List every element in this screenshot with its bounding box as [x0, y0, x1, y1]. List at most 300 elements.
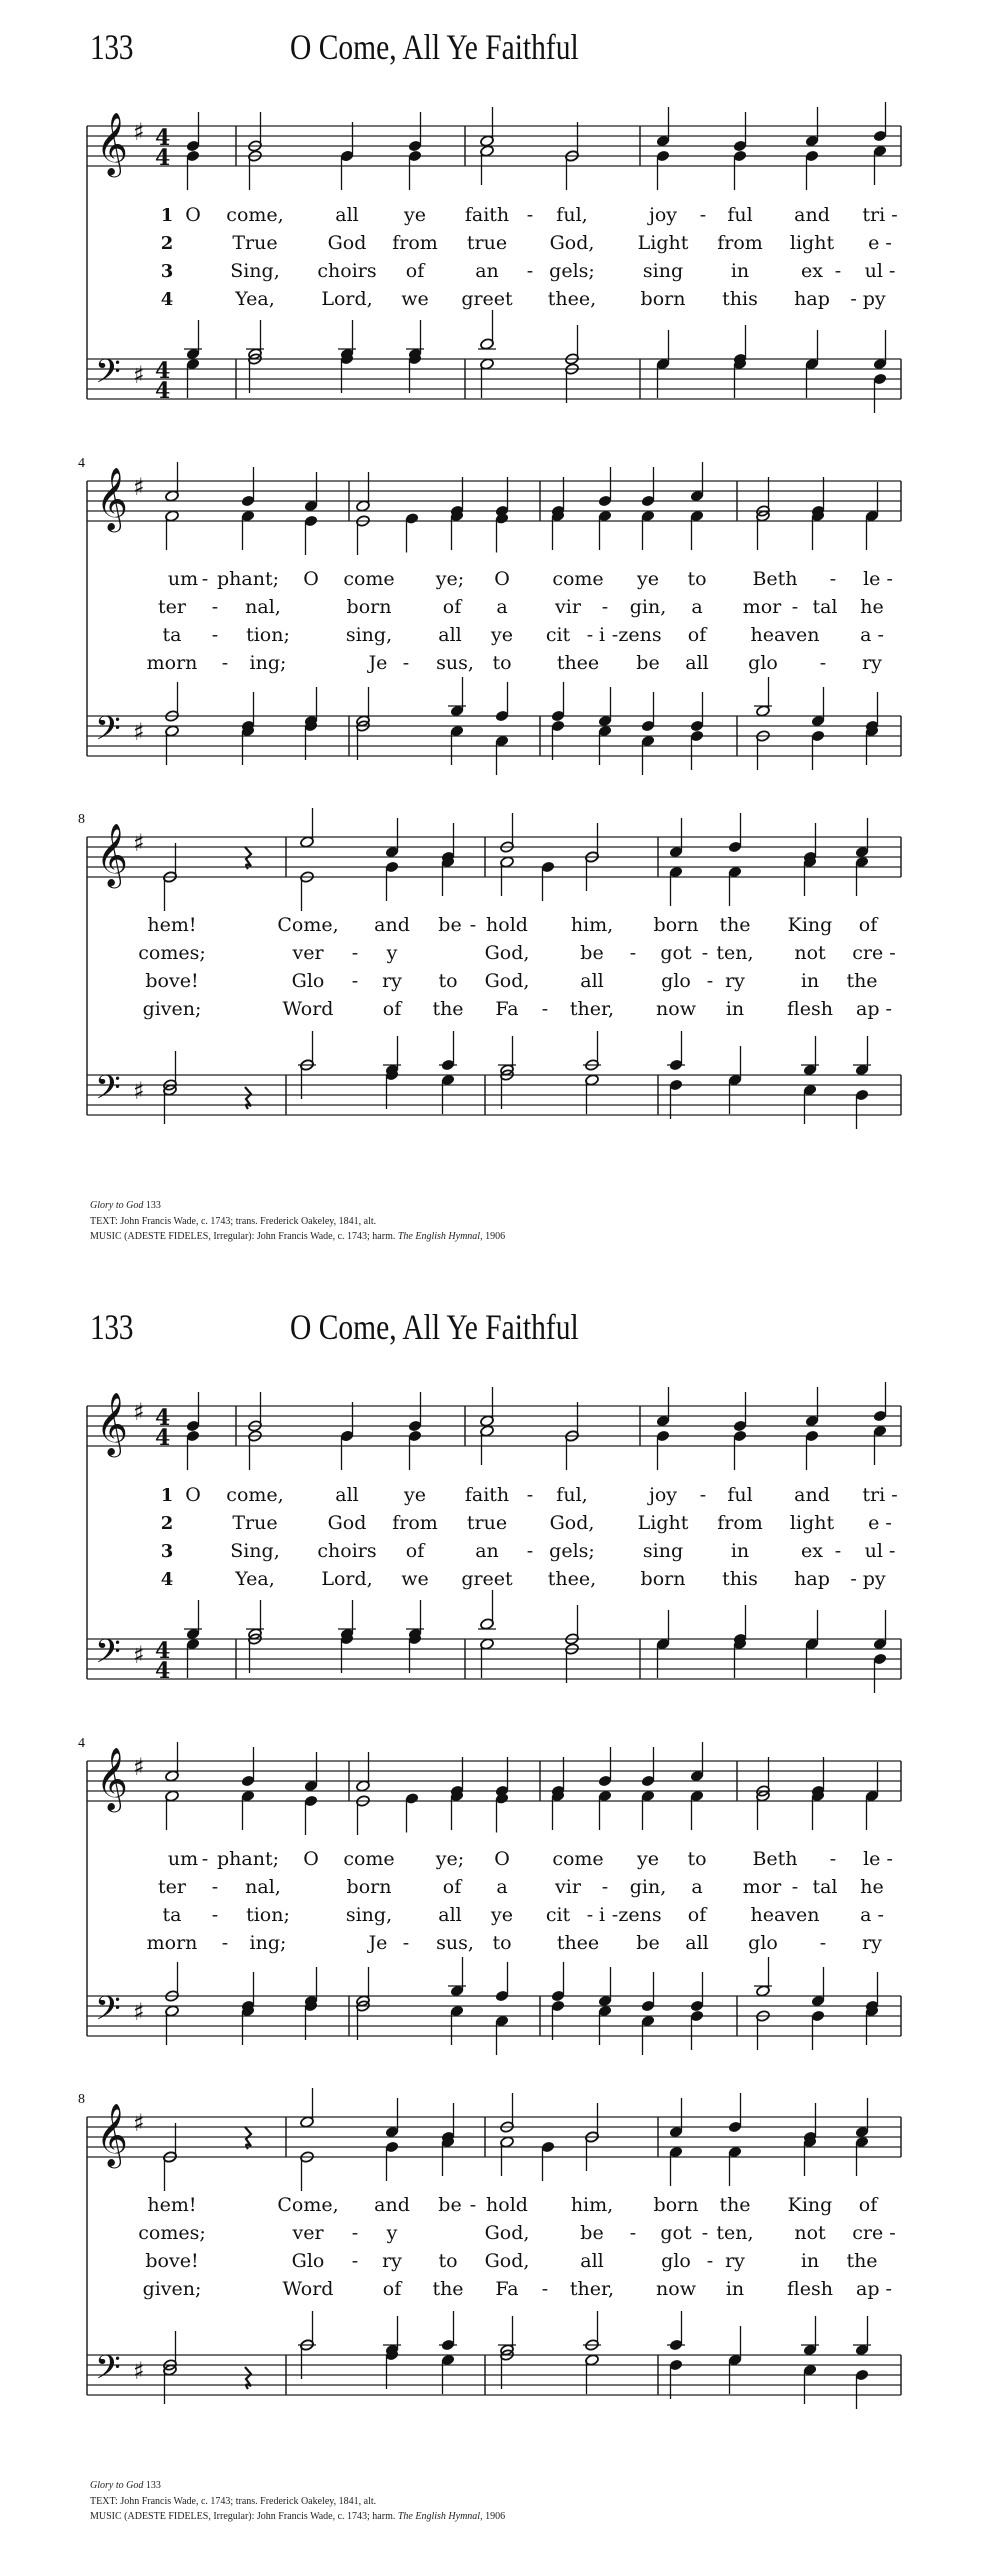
treble-clef-icon: 𝄞 [96, 1392, 128, 1455]
lyric-syllable: given; [142, 998, 202, 1020]
lyric-syllable: um [167, 568, 199, 590]
lyric-syllable: him, [570, 2194, 614, 2216]
lyric-syllable: tion; [246, 624, 290, 646]
lyric-syllable: all [438, 624, 462, 646]
lyric-syllable: ful [727, 1484, 753, 1506]
lyric-syllable: the [719, 914, 751, 936]
lyric-syllable: hap [794, 1568, 830, 1590]
lyric-syllable: Light [637, 232, 689, 254]
lyric-syllable: cre - [852, 2222, 896, 2244]
bass-clef-icon: 𝄢 [95, 353, 121, 399]
lyric-syllable: ry [862, 652, 882, 674]
lyric-syllable: - [541, 2278, 549, 2300]
music-credit-source: The English Hymnal, [397, 2511, 483, 2522]
sharp-icon: ♯ [133, 2357, 145, 2385]
measure-number: 8 [78, 2092, 85, 2107]
lyric-syllable: of [382, 2278, 402, 2300]
lyric-syllable: hold [486, 914, 528, 936]
lyric-syllable: - [211, 596, 219, 618]
verse-number: 3 [160, 1541, 174, 1562]
lyric-syllable: - [221, 1932, 229, 1954]
lyric-syllable: God, [484, 2250, 530, 2272]
lyric-syllable: to [687, 568, 707, 590]
lyric-syllable: O [303, 568, 319, 590]
lyric-syllable: to [492, 1932, 512, 1954]
hymn-number: 133 [90, 1307, 134, 1347]
lyric-syllable: in [800, 2250, 820, 2272]
bass-clef-icon: 𝄢 [95, 1990, 121, 2036]
lyric-syllable: ry [382, 2250, 402, 2272]
lyric-syllable: ye; [435, 568, 465, 590]
lyric-syllable: vir [555, 1876, 581, 1898]
lyric-syllable: Fa [495, 2278, 519, 2300]
lyric-syllable: sing [642, 1540, 684, 1562]
lyric-syllable: all [580, 970, 604, 992]
lyric-syllable: ex [801, 260, 823, 282]
lyric-syllable: O [494, 568, 510, 590]
lyric-syllable: we [401, 1568, 429, 1590]
system-1 [87, 102, 901, 413]
lyric-syllable: thee [556, 652, 600, 674]
lyric-syllable: ver [292, 942, 324, 964]
lyric-syllable: - [819, 1932, 827, 1954]
credits-footer [90, 2478, 505, 2525]
lyric-syllable: morn [146, 652, 198, 674]
lyric-syllable: come [343, 568, 395, 590]
music-credit [90, 1229, 505, 1245]
lyric-syllable: got [660, 942, 692, 964]
text-credit: TEXT: John Francis Wade, c. 1743; trans. Frederick Oakeley, 1841, alt. [90, 2495, 377, 2507]
lyric-syllable: the [846, 970, 878, 992]
lyric-syllable: ap - [856, 2278, 892, 2300]
sharp-icon: ♯ [133, 1753, 145, 1781]
lyric-syllable: ing; [249, 652, 287, 674]
lyric-syllable: Yea, [235, 1568, 275, 1590]
lyric-syllable: cre - [852, 942, 896, 964]
lyric-syllable: mor [742, 1876, 782, 1898]
lyric-syllable: - [611, 1904, 619, 1926]
lyric-syllable: thee, [547, 1568, 597, 1590]
lyric-syllable: - [611, 624, 619, 646]
lyric-syllable: come, [226, 204, 284, 226]
lyric-syllable: all [438, 1904, 462, 1926]
lyric-syllable: gin, [629, 1876, 667, 1898]
lyric-syllable: thee, [547, 288, 597, 310]
lyric-syllable: faith [464, 204, 510, 226]
lyric-syllable: zens [618, 1904, 662, 1926]
lyric-syllable: not [794, 942, 826, 964]
quarter-rest-icon [245, 1087, 251, 1109]
lyric-syllable: flesh [787, 2278, 833, 2300]
lyric-syllable: born [346, 1876, 392, 1898]
sharp-icon: ♯ [133, 1998, 145, 2026]
lyric-syllable: the [846, 2250, 878, 2272]
music-credit-text: MUSIC (ADESTE FIDELES, Irregular): John Francis Wade, c. 1743; harm. [90, 2511, 398, 2522]
lyric-syllable: hap [794, 288, 830, 310]
lyric-syllable: ry [725, 970, 745, 992]
system-1 [87, 1382, 901, 1693]
music-credit [90, 2509, 505, 2525]
lyric-syllable: - [402, 652, 410, 674]
lyric-syllable: tri - [862, 1484, 898, 1506]
lyric-syllable: - [701, 942, 709, 964]
lyric-syllable: to [687, 1848, 707, 1870]
lyric-syllable: - [526, 1484, 534, 1506]
lyric-syllable: - [469, 914, 477, 936]
lyric-syllable: all [335, 1484, 359, 1506]
lyric-syllable: sing, [345, 624, 393, 646]
lyric-syllable: to [438, 2250, 458, 2272]
lyric-syllable: - [201, 568, 209, 590]
lyric-syllable: come [552, 568, 604, 590]
lyric-syllable: ther, [569, 998, 615, 1020]
lyric-syllable: be [636, 1932, 660, 1954]
treble-clef-icon: 𝄞 [96, 467, 128, 530]
lyric-syllable: ye; [435, 1848, 465, 1870]
lyric-syllable: and [794, 204, 830, 226]
lyric-syllable: to [492, 652, 512, 674]
measure-number: 8 [78, 812, 85, 827]
treble-clef-icon: 𝄞 [96, 112, 128, 175]
bass-clef-icon: 𝄢 [95, 710, 121, 756]
credits-footer [90, 1198, 505, 1245]
lyric-syllable: God, [549, 232, 595, 254]
lyric-syllable: thee [556, 1932, 600, 1954]
lyric-syllable: of [442, 596, 462, 618]
lyric-syllable: and [374, 2194, 410, 2216]
lyric-syllable: Fa [495, 998, 519, 1020]
lyric-syllable: God [327, 232, 367, 254]
lyric-syllable: born [640, 1568, 686, 1590]
lyric-syllable: God, [484, 2222, 530, 2244]
verse-number: 3 [160, 261, 174, 282]
time-signature-bottom: 4 [155, 378, 171, 404]
lyric-syllable: be [438, 2194, 462, 2216]
lyric-syllable: - [601, 596, 609, 618]
lyric-syllable: bove! [145, 2250, 199, 2272]
sharp-icon: ♯ [133, 1398, 145, 1426]
lyric-syllable: Come, [277, 914, 339, 936]
lyric-syllable: gels; [549, 260, 595, 282]
lyric-syllable: now [656, 2278, 696, 2300]
lyric-syllable: O [185, 1484, 201, 1506]
system-2 [78, 456, 901, 775]
lyric-syllable: e - [868, 1512, 892, 1534]
time-signature-top: 4 [155, 358, 171, 384]
lyric-syllable: - [469, 2194, 477, 2216]
bass-clef-icon: 𝄢 [95, 2349, 121, 2395]
lyric-syllable: Sing, [230, 260, 280, 282]
lyric-syllable: heaven [750, 624, 820, 646]
lyric-syllable: from [392, 232, 438, 254]
lyric-syllable: from [717, 1512, 763, 1534]
lyric-syllable: - [699, 204, 707, 226]
lyric-syllable: comes; [138, 2222, 206, 2244]
treble-clef-icon: 𝄞 [96, 1747, 128, 1810]
sharp-icon: ♯ [133, 2109, 145, 2137]
lyric-syllable: born [640, 288, 686, 310]
lyric-syllable: Come, [277, 2194, 339, 2216]
lyric-syllable: come [343, 1848, 395, 1870]
lyric-syllable: - [211, 624, 219, 646]
sharp-icon: ♯ [133, 1641, 145, 1669]
lyric-syllable: - [829, 568, 837, 590]
lyric-syllable: of [858, 914, 878, 936]
lyric-syllable: given; [142, 2278, 202, 2300]
lyric-syllable: ex [801, 1540, 823, 1562]
verse-number: 2 [160, 1513, 174, 1534]
lyric-syllable: - [402, 1932, 410, 1954]
lyric-syllable: Je [368, 652, 388, 674]
lyric-syllable: True [232, 232, 278, 254]
lyric-syllable: glo [661, 2250, 691, 2272]
lyric-syllable: gels; [549, 1540, 595, 1562]
lyric-syllable: ye [637, 568, 659, 590]
lyric-syllable: the [432, 998, 464, 1020]
lyric-syllable: Light [637, 1512, 689, 1534]
lyric-syllable: the [432, 2278, 464, 2300]
lyric-syllable: O [185, 204, 201, 226]
lyric-syllable: of [858, 2194, 878, 2216]
lyric-syllable: be [580, 2222, 604, 2244]
lyric-syllable: of [405, 260, 425, 282]
lyric-syllable: sing [642, 260, 684, 282]
lyric-syllable: um [167, 1848, 199, 1870]
lyric-syllable: hem! [147, 914, 197, 936]
lyric-syllable: choirs [317, 260, 377, 282]
lyric-syllable: from [717, 232, 763, 254]
lyric-syllable: Glo [291, 970, 325, 992]
system-3 [78, 2088, 901, 2409]
time-signature-top: 4 [155, 125, 171, 151]
lyric-syllable: of [687, 624, 707, 646]
music-credit-year: 1906 [482, 2511, 506, 2522]
lyric-syllable: phant; [216, 568, 280, 590]
lyric-syllable: O [494, 1848, 510, 1870]
lyric-syllable: joy [648, 1484, 678, 1506]
lyric-syllable: in [800, 970, 820, 992]
lyric-syllable: - [834, 1540, 842, 1562]
lyric-syllable: this [722, 1568, 758, 1590]
lyric-syllable: Lord, [321, 1568, 373, 1590]
text-credit: TEXT: John Francis Wade, c. 1743; trans. Frederick Oakeley, 1841, alt. [90, 1215, 377, 1227]
lyric-syllable: he [860, 596, 884, 618]
lyric-syllable: now [656, 998, 696, 1020]
lyric-syllable: the [719, 2194, 751, 2216]
lyric-syllable: - [834, 260, 842, 282]
system-2 [78, 1736, 901, 2055]
lyric-syllable: a [691, 596, 703, 618]
lyric-syllable: King [787, 914, 833, 936]
lyric-syllable: all [685, 652, 709, 674]
lyric-syllable: all [580, 2250, 604, 2272]
lyric-syllable: le - [863, 1848, 893, 1870]
sharp-icon: ♯ [133, 473, 145, 501]
lyric-syllable: Je [368, 1932, 388, 1954]
lyric-syllable: light [789, 1512, 835, 1534]
lyric-syllable: true [466, 1512, 508, 1534]
lyric-syllable: - [211, 1876, 219, 1898]
lyric-syllable: e - [868, 232, 892, 254]
hymn-title: O Come, All Ye Faithful [290, 1307, 579, 1347]
lyric-syllable: and [374, 914, 410, 936]
source-title: Glory to God [90, 2480, 144, 2491]
lyric-syllable: flesh [787, 998, 833, 1020]
lyric-syllable: ye [404, 1484, 426, 1506]
lyric-syllable: - [586, 1904, 594, 1926]
lyric-syllable: - [706, 970, 714, 992]
lyric-syllable: - [221, 652, 229, 674]
lyric-syllable: True [232, 1512, 278, 1534]
lyric-syllable: - [791, 1876, 799, 1898]
lyric-syllable: greet [461, 288, 513, 310]
lyric-syllable: - [526, 204, 534, 226]
lyric-syllable: this [722, 288, 758, 310]
lyric-syllable: - [211, 1904, 219, 1926]
lyric-syllable: ful, [556, 204, 588, 226]
lyric-syllable: ye [637, 1848, 659, 1870]
lyric-syllable: God, [549, 1512, 595, 1534]
source-line [90, 2478, 505, 2494]
lyric-syllable: sus, [436, 652, 474, 674]
lyric-syllable: i [598, 624, 606, 646]
lyric-syllable: sus, [436, 1932, 474, 1954]
lyric-syllable: bove! [145, 970, 199, 992]
lyric-syllable: ye [491, 624, 513, 646]
measure-number: 4 [78, 456, 85, 471]
lyric-syllable: of [442, 1876, 462, 1898]
lyric-syllable: glo [661, 970, 691, 992]
measure-number: 4 [78, 1736, 85, 1751]
lyric-syllable: born [346, 596, 392, 618]
lyric-syllable: choirs [317, 1540, 377, 1562]
lyric-syllable: in [725, 2278, 745, 2300]
lyric-syllable: faith [464, 1484, 510, 1506]
lyric-syllable: Word [282, 2278, 334, 2300]
lyric-syllable: ta [162, 1904, 182, 1926]
lyric-syllable: ful, [556, 1484, 588, 1506]
source-title: Glory to God [90, 1200, 144, 1211]
time-signature-bottom: 4 [155, 1425, 171, 1451]
lyric-syllable: we [401, 288, 429, 310]
lyric-syllable: Yea, [235, 288, 275, 310]
lyric-syllable: heaven [750, 1904, 820, 1926]
lyric-syllable: - [351, 2222, 359, 2244]
lyric-syllable: an [475, 1540, 499, 1562]
lyric-syllable: Glo [291, 2250, 325, 2272]
lyric-syllable: - [629, 2222, 637, 2244]
lyric-syllable: - [601, 1876, 609, 1898]
lyric-syllable: vir [555, 596, 581, 618]
lyric-syllable: - [629, 942, 637, 964]
lyric-syllable: tal [812, 596, 838, 618]
lyric-syllable: from [392, 1512, 438, 1534]
source-line [90, 1198, 505, 1214]
lyric-syllable: be [636, 652, 660, 674]
sharp-icon: ♯ [133, 1077, 145, 1105]
lyric-syllable: of [405, 1540, 425, 1562]
treble-clef-icon: 𝄞 [96, 823, 128, 886]
verse-number: 1 [160, 205, 174, 226]
lyric-syllable: - [351, 942, 359, 964]
lyric-syllable: - [526, 260, 534, 282]
lyric-syllable: - py [850, 288, 886, 310]
lyric-syllable: mor [742, 596, 782, 618]
lyric-syllable: not [794, 2222, 826, 2244]
time-signature-top: 4 [155, 1638, 171, 1664]
lyric-syllable: ten, [716, 2222, 754, 2244]
hymn-number: 133 [90, 27, 134, 67]
lyric-syllable: - [791, 596, 799, 618]
lyric-syllable: to [438, 970, 458, 992]
time-signature-bottom: 4 [155, 145, 171, 171]
lyric-syllable: ful [727, 204, 753, 226]
lyric-syllable: - [701, 2222, 709, 2244]
lyric-syllable: y [386, 942, 398, 964]
lyric-syllable: in [730, 1540, 750, 1562]
lyric-syllable: a [496, 1876, 508, 1898]
lyric-syllable: God, [484, 942, 530, 964]
lyric-syllable: O [303, 1848, 319, 1870]
sharp-icon: ♯ [133, 829, 145, 857]
lyric-syllable: - [541, 998, 549, 1020]
lyric-syllable: i [598, 1904, 606, 1926]
lyric-syllable: - [586, 624, 594, 646]
lyric-syllable: in [730, 260, 750, 282]
verse-number: 4 [160, 1569, 174, 1590]
lyric-syllable: ten, [716, 942, 754, 964]
time-signature-top: 4 [155, 1405, 171, 1431]
lyric-syllable: glo [748, 1932, 778, 1954]
lyric-syllable: King [787, 2194, 833, 2216]
lyric-syllable: Lord, [321, 288, 373, 310]
lyric-syllable: God [327, 1512, 367, 1534]
hymn-title: O Come, All Ye Faithful [290, 27, 579, 67]
lyric-syllable: nal, [245, 596, 281, 618]
music-credit-source: The English Hymnal, [397, 1231, 483, 1242]
lyric-syllable: a - [860, 1904, 884, 1926]
lyric-syllable: y [386, 2222, 398, 2244]
lyric-syllable: ther, [569, 2278, 615, 2300]
music-credit-year: 1906 [482, 1231, 506, 1242]
lyric-syllable: - [201, 1848, 209, 1870]
lyric-syllable: and [794, 1484, 830, 1506]
quarter-rest-icon [245, 2367, 251, 2389]
lyric-syllable: - py [850, 1568, 886, 1590]
lyric-syllable: nal, [245, 1876, 281, 1898]
lyric-syllable: in [725, 998, 745, 1020]
lyric-syllable: hem! [147, 2194, 197, 2216]
lyric-syllable: light [789, 232, 835, 254]
lyric-syllable: come [552, 1848, 604, 1870]
lyric-syllable: cit [545, 624, 571, 646]
lyric-syllable: le - [863, 568, 893, 590]
lyric-syllable: ul - [864, 260, 896, 282]
lyric-syllable: - [829, 1848, 837, 1870]
bass-clef-icon: 𝄢 [95, 1069, 121, 1115]
lyric-syllable: glo [748, 652, 778, 674]
lyric-syllable: be [580, 942, 604, 964]
verse-number: 4 [160, 289, 174, 310]
lyric-syllable: tri - [862, 204, 898, 226]
lyric-syllable: ye [404, 204, 426, 226]
music-credit-text: MUSIC (ADESTE FIDELES, Irregular): John Francis Wade, c. 1743; harm. [90, 1231, 398, 1242]
lyric-syllable: - [819, 652, 827, 674]
treble-clef-icon: 𝄞 [96, 2103, 128, 2166]
lyric-syllable: him, [570, 914, 614, 936]
lyric-syllable: ul - [864, 1540, 896, 1562]
lyric-syllable: come, [226, 1484, 284, 1506]
